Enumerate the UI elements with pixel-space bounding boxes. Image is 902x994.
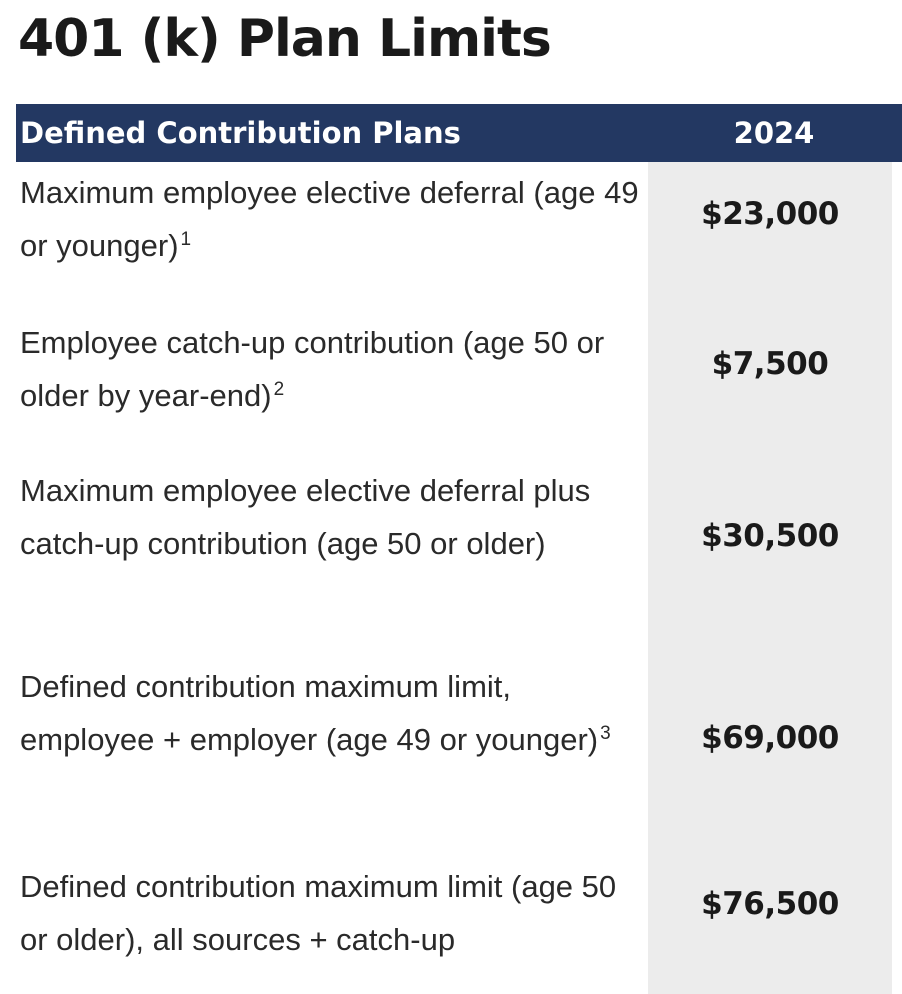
table-header bbox=[16, 104, 902, 162]
row-label bbox=[16, 660, 648, 766]
table-row bbox=[16, 310, 902, 458]
row-label-text: Defined contribution maximum limit, employee + employer (age 49 or younger) bbox=[20, 669, 599, 757]
table-row bbox=[16, 458, 902, 660]
header-year: 2024 bbox=[733, 116, 815, 150]
row-value: $23,000 bbox=[701, 196, 839, 232]
plan-limits-table bbox=[16, 104, 902, 994]
row-label bbox=[16, 162, 648, 272]
row-label-text: Defined contribution maximum limit (age 50 or older), all sources + catch-up bbox=[20, 869, 617, 957]
row-label bbox=[16, 310, 648, 422]
table-row bbox=[16, 860, 902, 994]
row-label bbox=[16, 860, 648, 966]
table-row bbox=[16, 162, 902, 310]
table-row bbox=[16, 660, 902, 860]
footnote-marker: 1 bbox=[180, 229, 192, 250]
row-label-text: Maximum employee elective deferral plus catch-up contribution (age 50 or older) bbox=[20, 473, 591, 561]
row-value: $69,000 bbox=[701, 720, 839, 756]
header-label: Defined Contribution Plans bbox=[20, 116, 461, 150]
row-label-text: Maximum employee elective deferral (age 49 or younger) bbox=[20, 175, 639, 263]
row-value: $76,500 bbox=[701, 886, 839, 922]
row-label bbox=[16, 458, 648, 570]
row-label-text: Employee catch-up contribution (age 50 or older by year-end) bbox=[20, 325, 605, 413]
footnote-marker: 3 bbox=[600, 723, 611, 744]
row-value: $30,500 bbox=[701, 518, 839, 554]
table-body bbox=[16, 162, 902, 994]
row-value: $7,500 bbox=[711, 346, 829, 382]
page-title: 401 (k) Plan Limits bbox=[18, 9, 551, 69]
footnote-marker: 2 bbox=[273, 379, 285, 400]
